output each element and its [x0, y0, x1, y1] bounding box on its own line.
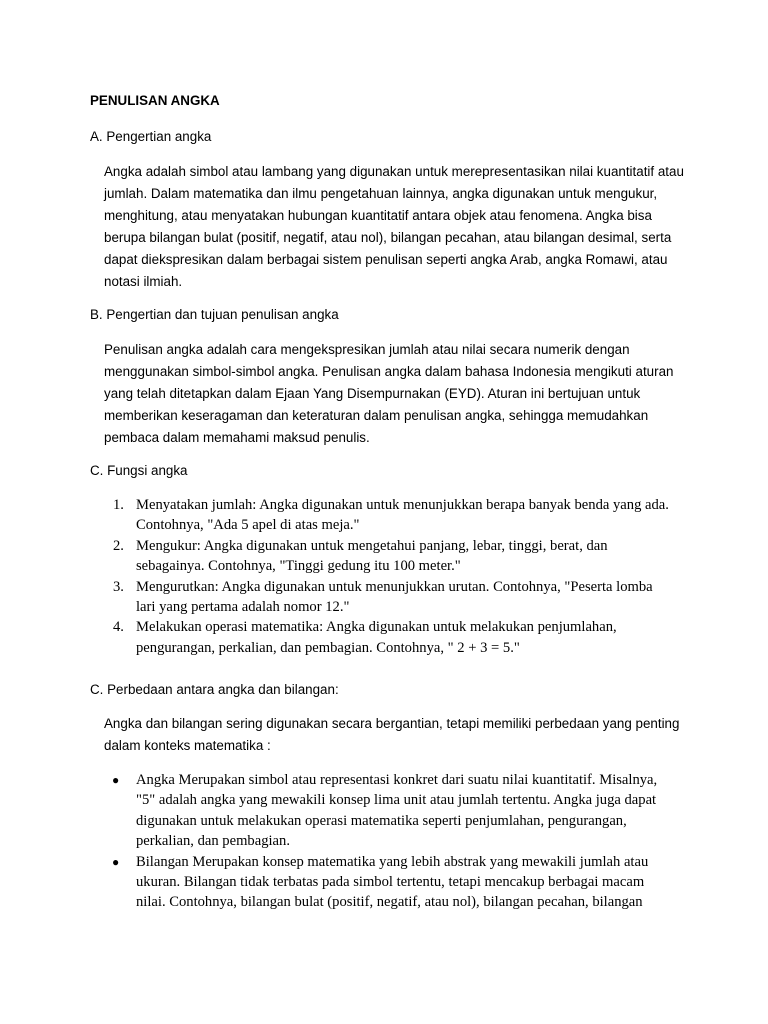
section-heading-d: C. Perbedaan antara angka dan bilangan: [90, 682, 339, 697]
functions-list [105, 495, 670, 658]
list-item-text: Melakukan operasi matematika: Angka digunakan untuk melakukan penjumlahan, pengurangan, perkalian, dan pembagian. Contohnya, " 2 + 3 = 5." [136, 619, 617, 656]
list-number: 3. [113, 578, 124, 595]
list-number: 1. [113, 497, 124, 513]
section-heading-c: C. Fungsi angka [90, 463, 188, 478]
list-item-text: Bilangan Merupakan konsep matematika yang lebih abstrak yang mewakili jumlah atau ukuran. Bilangan tidak terbatas pada simbol tertentu, tetapi mencakup berbagai macam nilai. Contohnya, bilangan bulat (positif, negatif, atau nol), bilangan pecahan, bilangan [136, 853, 649, 911]
list-item [105, 495, 670, 536]
list-item-text: Mengukur: Angka digunakan untuk mengetahui panjang, lebar, tinggi, berat, dan sebagainya. Contohnya, "Tinggi gedung itu 100 meter." [136, 537, 608, 575]
bullet-icon: ● [112, 773, 120, 787]
difference-list [105, 770, 670, 913]
section-heading-b: B. Pengertian dan tujuan penulisan angka [90, 307, 339, 322]
list-item-text: Menyatakan jumlah: Angka digunakan untuk menunjukkan berapa banyak benda yang ada. Contohnya, "Ada 5 apel di atas meja." [136, 497, 669, 534]
list-item-text: Mengurutkan: Angka digunakan untuk menunjukkan urutan. Contohnya, "Peserta lomba lari yang pertama adalah nomor 12." [136, 578, 653, 616]
list-item [105, 577, 670, 618]
section-paragraph-d: Angka dan bilangan sering digunakan secara bergantian, tetapi memiliki perbedaan yang penting dalam konteks matematika : [104, 716, 680, 753]
section-paragraph-b: Penulisan angka adalah cara mengekspresikan jumlah atau nilai secara numerik dengan menggunakan simbol-simbol angka. Penulisan angka dalam bahasa Indonesia mengikuti aturan yang telah ditetapkan dalam Ejaan Yang Disempurnakan (EYD). Aturan ini bertujuan untuk memberikan keseragaman dan keteraturan dalam penulisan angka, sehingga memudahkan pembaca dalam memahami maksud penulis. [104, 342, 674, 445]
list-item-text: Angka Merupakan simbol atau representasi konkret dari suatu nilai kuantitatif. Misalnya, "5" adalah angka yang mewakili konsep lima unit atau jumlah tertentu. Angka juga dapat digunakan untuk melakukan operasi matematika seperti penjumlahan, pengurangan, perkalian, dan pembagian. [136, 772, 658, 850]
list-number: 2. [113, 537, 124, 554]
list-number: 4. [113, 619, 124, 636]
bullet-icon: ● [112, 854, 120, 869]
list-item [105, 617, 670, 658]
section-heading-a: A. Pengertian angka [90, 129, 212, 144]
section-paragraph-a: Angka adalah simbol atau lambang yang digunakan untuk merepresentasikan nilai kuantitatif atau jumlah. Dalam matematika dan ilmu pengetahuan lainnya, angka digunakan untuk mengukur, menghitung, atau menyatakan hubungan kuantitatif antara objek atau fenomena. Angka bisa berupa bilangan bulat (positif, negatif, atau nol), bilangan pecahan, atau bilangan desimal, serta dapat diekspresikan dalam berbagai sistem penulisan seperti angka Arab, angka Romawi, atau notasi ilmiah. [104, 164, 684, 289]
list-item [105, 536, 670, 577]
list-item [105, 852, 670, 913]
list-item [105, 770, 670, 852]
page-title: PENULISAN ANGKA [90, 93, 220, 108]
